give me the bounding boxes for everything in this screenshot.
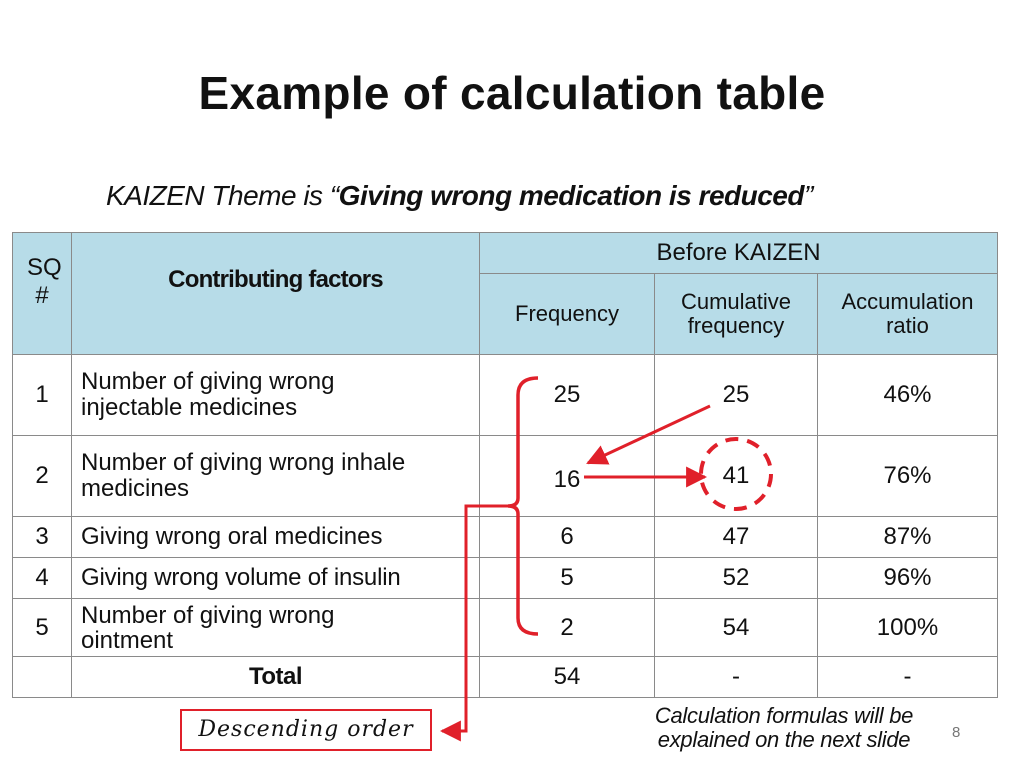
table-row xyxy=(13,517,998,558)
descending-order-label: Descending order xyxy=(180,709,432,751)
row-ratio: 76% xyxy=(818,436,998,517)
row-cumulative: 54 xyxy=(655,599,818,657)
formula-note: Calculation formulas will be explained on the next slide xyxy=(654,703,914,752)
table-row xyxy=(13,355,998,436)
total-frequency: 54 xyxy=(480,657,655,698)
row-ratio: 100% xyxy=(818,599,998,657)
page-number: 8 xyxy=(952,724,961,741)
table-row xyxy=(13,436,998,517)
total-label: Total xyxy=(72,657,480,698)
row-sq: 1 xyxy=(13,355,72,436)
row-factor: Giving wrong oral medicines xyxy=(72,517,480,558)
table-row-total xyxy=(13,657,998,698)
row-sq: 5 xyxy=(13,599,72,657)
row-factor: Number of giving wrong injectable medicines xyxy=(72,355,480,436)
theme-prefix: KAIZEN Theme is “ xyxy=(106,180,339,211)
row-ratio: 46% xyxy=(818,355,998,436)
total-ratio: - xyxy=(818,657,998,698)
slide-title: Example of calculation table xyxy=(198,67,826,119)
header-sq: SQ # xyxy=(13,233,72,355)
header-contributing-factors: Contributing factors xyxy=(72,233,480,355)
total-sq-empty xyxy=(13,657,72,698)
kaizen-theme xyxy=(106,180,813,212)
row-factor: Giving wrong volume of insulin xyxy=(72,558,480,599)
theme-emphasis: Giving wrong medication is reduced xyxy=(338,180,804,211)
row-ratio: 87% xyxy=(818,517,998,558)
row-sq: 2 xyxy=(13,436,72,517)
table-row xyxy=(13,558,998,599)
row-frequency: 2 xyxy=(480,599,655,657)
row-ratio: 96% xyxy=(818,558,998,599)
header-accumulation-ratio: Accumulation ratio xyxy=(818,274,998,355)
header-frequency: Frequency xyxy=(480,274,655,355)
row-frequency: 5 xyxy=(480,558,655,599)
total-cumulative: - xyxy=(655,657,818,698)
row-cumulative: 52 xyxy=(655,558,818,599)
row-cumulative: 47 xyxy=(655,517,818,558)
row-cumulative: 25 xyxy=(655,355,818,436)
row-frequency: 6 xyxy=(480,517,655,558)
row-frequency: 25 xyxy=(480,355,655,436)
row-factor: Number of giving wrong ointment xyxy=(72,599,480,657)
header-cumulative-frequency: Cumulative frequency xyxy=(655,274,818,355)
row-sq: 4 xyxy=(13,558,72,599)
header-before-kaizen: Before KAIZEN xyxy=(480,233,998,274)
row-cumulative: 41 xyxy=(655,436,818,517)
row-sq: 3 xyxy=(13,517,72,558)
row-frequency: 16 xyxy=(480,436,655,517)
theme-suffix: ” xyxy=(803,180,813,211)
calculation-table xyxy=(12,232,998,698)
table-row xyxy=(13,599,998,657)
row-factor: Number of giving wrong inhale medicines xyxy=(72,436,480,517)
